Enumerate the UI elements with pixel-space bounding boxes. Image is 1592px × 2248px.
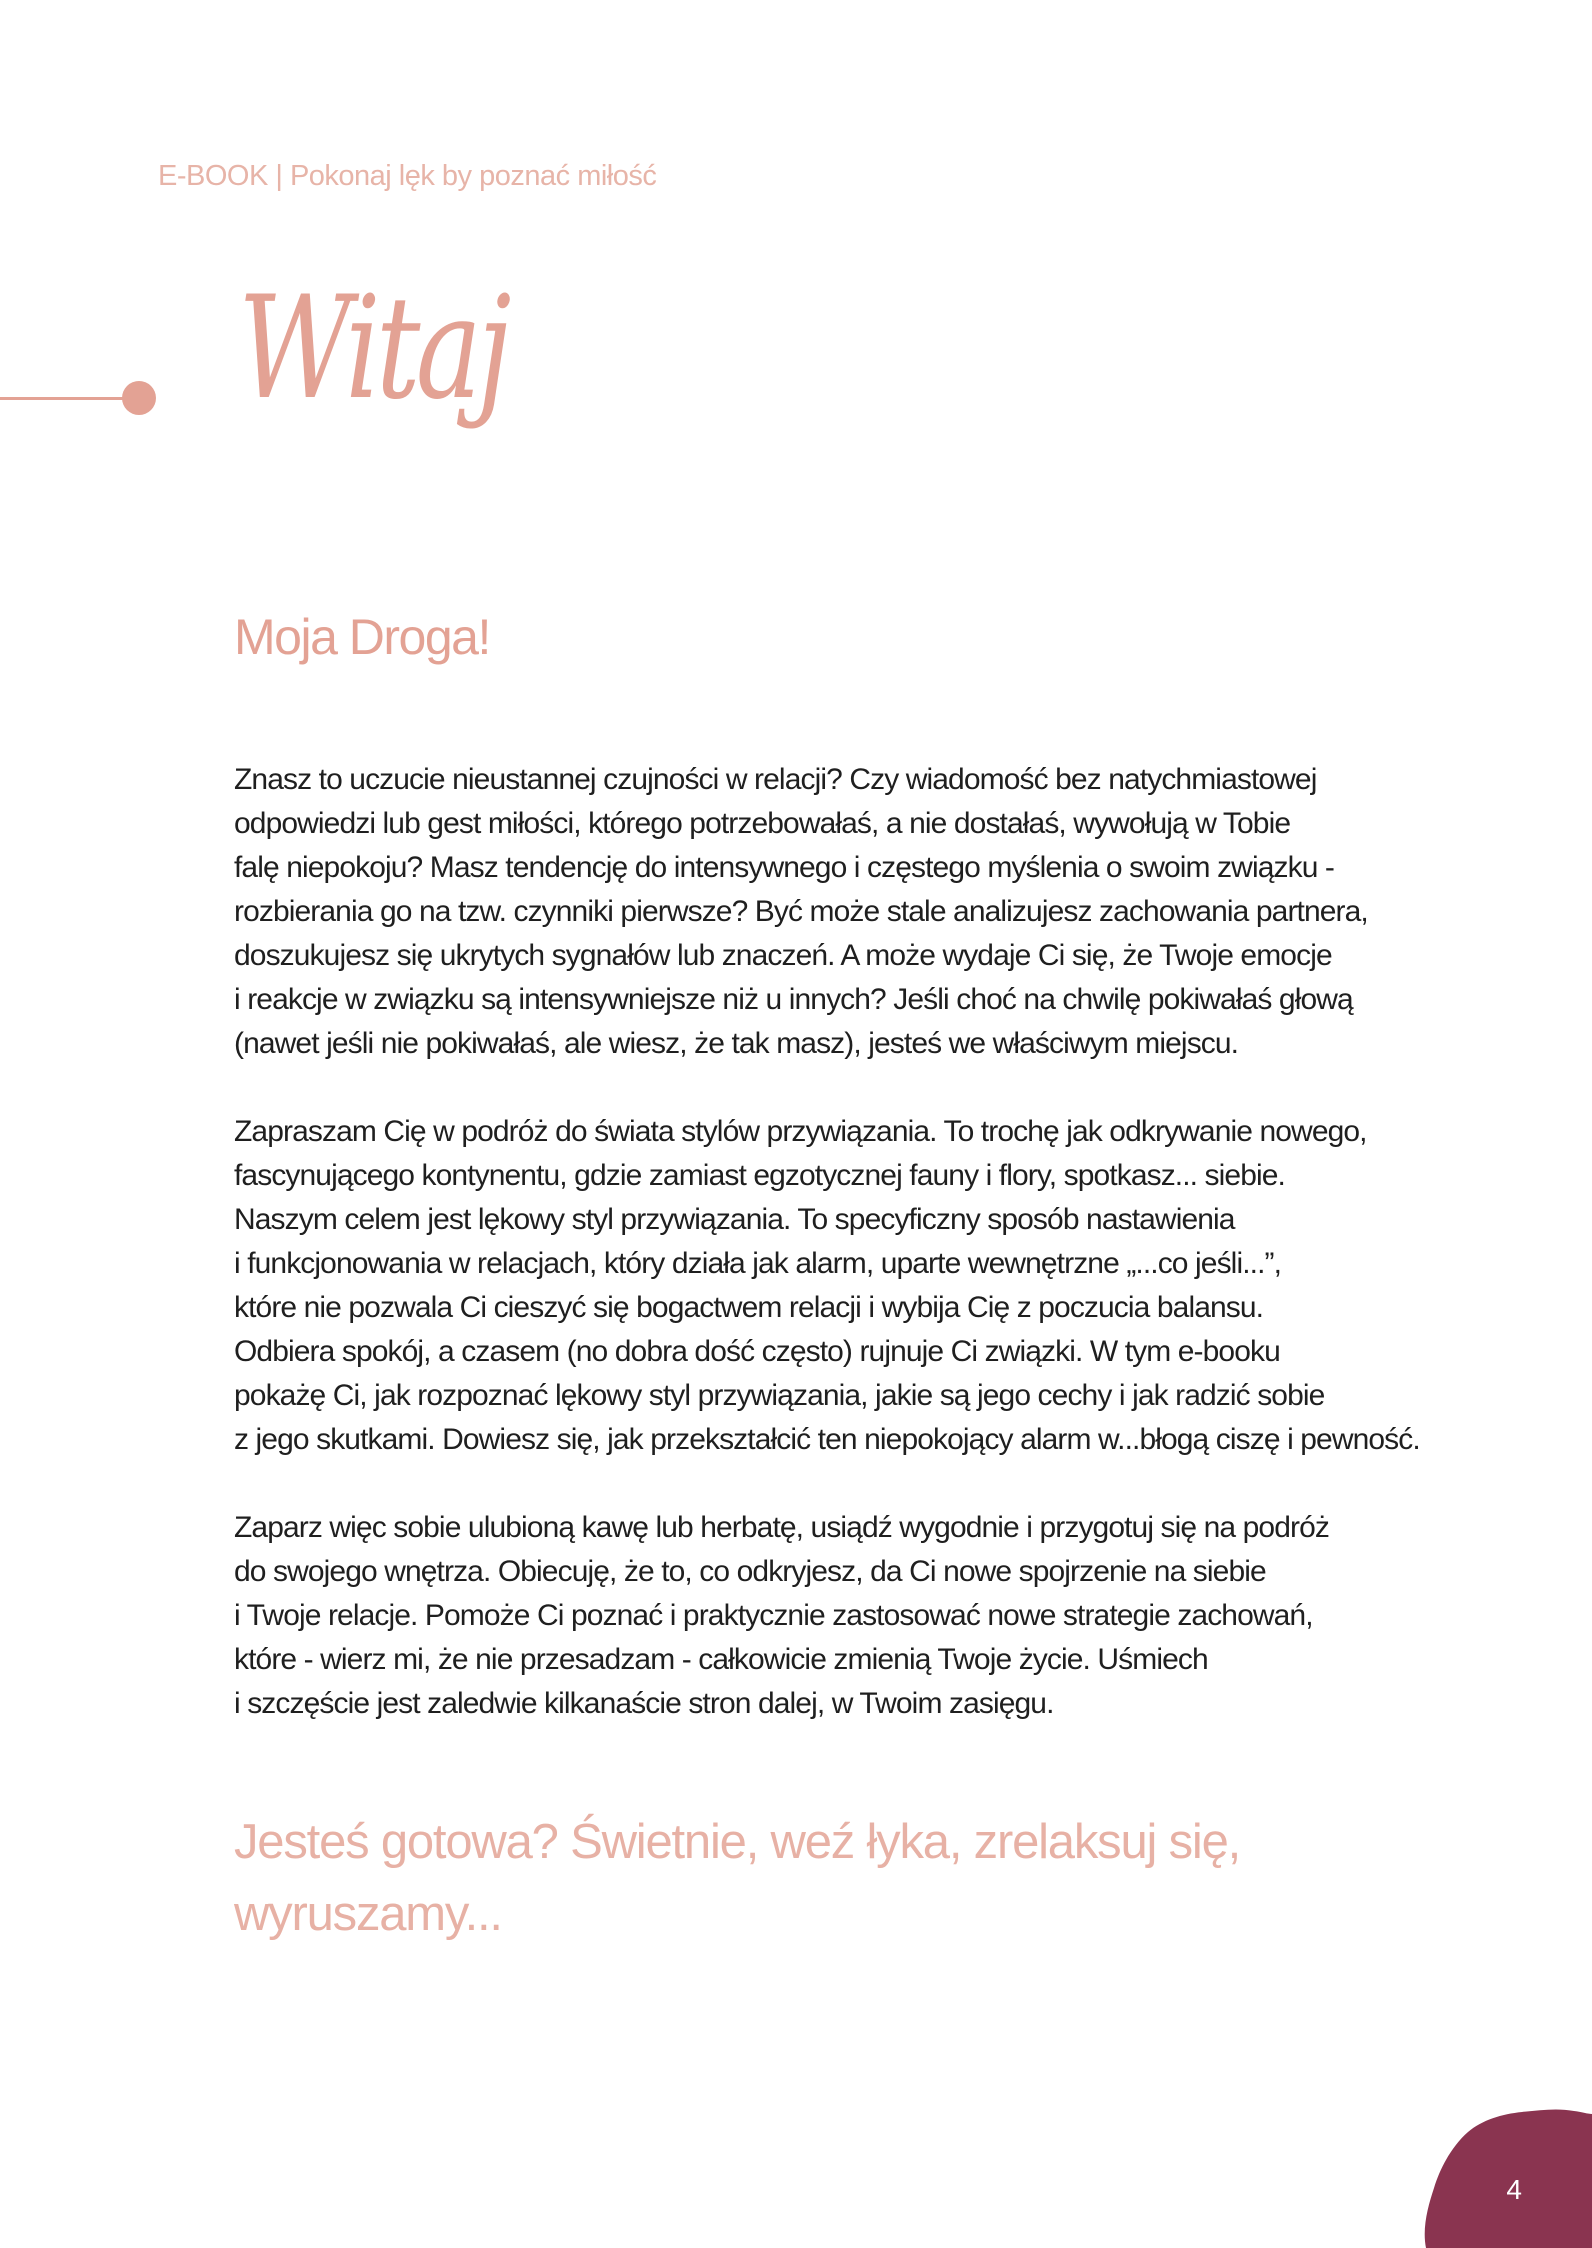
paragraph [234, 1110, 1484, 1462]
text-line: Odbiera spokój, a czasem (no dobra dość często) rujnuje Ci związki. W tym e-booku [234, 1335, 1280, 1368]
text-line: Naszym celem jest lękowy styl przywiązania. To specyficzny sposób nastawienia [234, 1203, 1235, 1236]
text-line: i Twoje relacje. Pomoże Ci poznać i praktycznie zastosować nowe strategie zachowań, [234, 1599, 1313, 1632]
text-line: odpowiedzi lub gest miłości, którego potrzebowałaś, a nie dostałaś, wywołują w Tobie [234, 807, 1291, 840]
text-line: (nawet jeśli nie pokiwałaś, ale wiesz, że tak masz), jesteś we właściwym miejscu. [234, 1027, 1239, 1060]
text-line: rozbierania go na tzw. czynniki pierwsze? Być może stale analizujesz zachowania partnera, [234, 895, 1368, 928]
page-number: 4 [1506, 2174, 1522, 2205]
text-line: które - wierz mi, że nie przesadzam - całkowicie zmienią Twoje życie. Uśmiech [234, 1643, 1208, 1676]
text-line: które nie pozwala Ci cieszyć się bogactwem relacji i wybija Cię z poczucia balansu. [234, 1291, 1264, 1324]
text-line: doszukujesz się ukrytych sygnałów lub znaczeń. A może wydaje Ci się, że Twoje emocje [234, 939, 1332, 972]
paragraph [234, 1506, 1484, 1726]
text-line: i szczęście jest zaledwie kilkanaście stron dalej, w Twoim zasięgu. [234, 1687, 1054, 1720]
text-line: i funkcjonowania w relacjach, który działa jak alarm, uparte wewnętrzne „...co jeśli...”, [234, 1247, 1282, 1280]
corner-brush-blob [1412, 2102, 1592, 2248]
page-title: Witaj [238, 266, 507, 431]
greeting-heading: Moja Droga! [234, 609, 490, 665]
text-line: z jego skutkami. Dowiesz się, jak przekształcić ten niepokojący alarm w...błogą ciszę i pewność. [234, 1423, 1420, 1456]
paragraph [234, 758, 1484, 1066]
decorative-line [0, 397, 130, 400]
text-line: pokażę Ci, jak rozpoznać lękowy styl przywiązania, jakie są jego cechy i jak radzić sobie [234, 1379, 1325, 1412]
text-line: Zaparz więc sobie ulubioną kawę lub herbatę, usiądź wygodnie i przygotuj się na podróż [234, 1511, 1329, 1544]
text-line: i reakcje w związku są intensywniejsze niż u innych? Jeśli choć na chwilę pokiwałaś głową [234, 983, 1353, 1016]
callout-line: wyruszamy... [234, 1887, 502, 1941]
running-header: E-BOOK | Pokonaj lęk by poznać miłość [158, 160, 657, 192]
text-line: Znasz to uczucie nieustannej czujności w relacji? Czy wiadomość bez natychmiastowej [234, 763, 1317, 796]
closing-callout [234, 1806, 1434, 1950]
body-text [234, 758, 1484, 1770]
text-line: do swojego wnętrza. Obiecuję, że to, co odkryjesz, da Ci nowe spojrzenie na siebie [234, 1555, 1266, 1588]
decorative-dot [122, 381, 156, 415]
text-line: Zapraszam Cię w podróż do świata stylów przywiązania. To trochę jak odkrywanie nowego, [234, 1115, 1367, 1148]
text-line: falę niepokoju? Masz tendencję do intensywnego i częstego myślenia o swoim związku - [234, 851, 1335, 884]
callout-line: Jesteś gotowa? Świetnie, weź łyka, zrelaksuj się, [234, 1815, 1241, 1869]
text-line: fascynującego kontynentu, gdzie zamiast egzotycznej fauny i flory, spotkasz... siebie. [234, 1159, 1285, 1192]
